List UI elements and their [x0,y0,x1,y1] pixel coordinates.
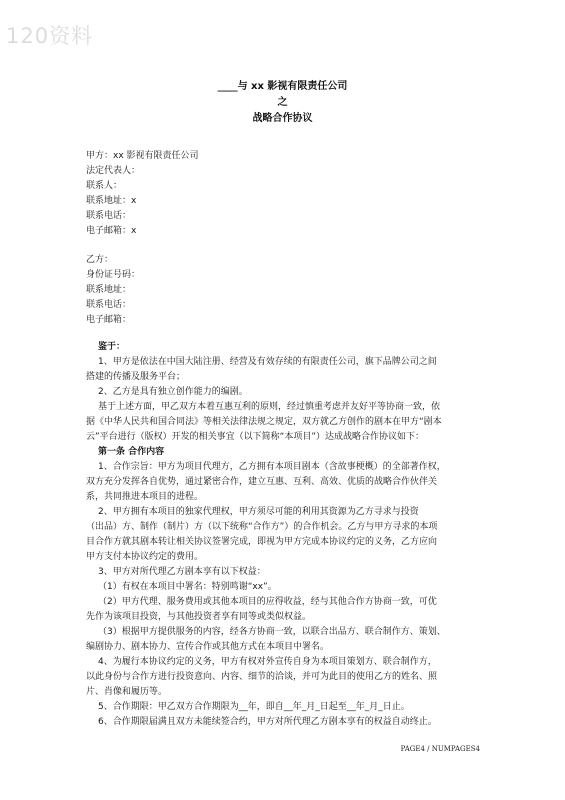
party-b-id: 身份证号码： [86,270,141,280]
recital-2: 2、乙方是具有独立创作能力的编剧。 [98,387,248,397]
preamble: 基于上述方面，甲乙双方本着互惠互利的原则，经过慎重考虑并友好平等协商一致，依 [98,402,441,412]
clause-2-cont-2: 目合作方就其剧本转让相关协议签署完成，即视为甲方完成本协议约定的义务，乙方应向 [86,537,438,547]
clause-5: 5、合作期限：甲乙双方合作期限为__年，即自__年_月_日起至__年_月_日止。 [98,702,410,712]
party-a-phone: 联系电话： [86,211,132,221]
whereas-heading: 鉴于： [98,342,126,352]
clause-3-item-2: （2）甲方代理、服务费用或其他本项目的应得收益，经与其他合作方协商一致，可优 [98,597,437,607]
clause-6: 6、合作期限届满且双方未能续签合约，甲方对所代理乙方剧本享有的权益自动终止。 [98,717,437,727]
clause-2-cont-1: （出品）方、制作（制片）方（以下统称“合作方”）的合作机会。乙方与甲方寻求的本项 [86,522,438,532]
clause-3-item-3: （3）根据甲方提供服务的内容，经各方协商一致，以联合出品方、联合制作方、策划、 [98,627,446,637]
clause-1: 1、合作宗旨：甲方为项目代理方，乙方拥有本项目剧本（含故事梗概）的全部著作权， [98,462,446,472]
clause-3: 3、甲方对所代理乙方剧本享有以下权益： [98,567,266,577]
clause-2: 2、甲方拥有本项目的独家代理权，甲方须尽可能的利用其资源为乙方寻求与投资 [98,507,419,517]
clause-4-cont-2: 片、肖像和履历等。 [86,687,168,697]
clause-4: 4、为履行本协议约定的义务，甲方有权对外宣传自身为本项目策划方、联合制作方， [98,657,437,667]
party-a-contact: 联系人： [86,181,123,191]
party-b-email: 电子邮箱： [86,315,132,325]
clause-2-cont-3: 甲方支付本协议约定的费用。 [86,552,204,562]
clause-3-item-2-cont: 先作为该项目投资，与其他投资者享有同等或类似权益。 [86,612,312,622]
party-a-representative: 法定代表人： [86,166,141,176]
clause-4-cont-1: 以此身份与合作方进行投资意向、内容、细节的洽谈，并可为此目的使用乙方的姓名、照 [86,672,438,682]
title-line-2: 之 [277,97,288,108]
party-b-address: 联系地址： [86,285,132,295]
title-line-1: ____与 xx 影视有限责任公司 [217,81,348,92]
party-a-address: 联系地址：x [86,196,137,206]
title-line-3: 战略合作协议 [252,113,313,124]
preamble-cont-1: 据《中华人民共和国合同法》等相关法律法规之规定，双方就乙方创作的剧本在甲方“剧本 [86,417,442,427]
party-a-email: 电子邮箱：x [86,226,137,236]
recital-1: 1、甲方是依法在中国大陆注册、经营及有效存续的有限责任公司，旗下品牌公司之间 [98,357,437,367]
clause-1-cont-1: 双方充分发挥各自优势，通过紧密合作，建立互惠、互利、高效、优质的战略合作伙伴关 [86,477,438,487]
recital-1-cont: 搭建的传播及服务平台； [86,372,186,382]
party-b-phone: 联系电话： [86,300,132,310]
article-1-heading: 第一条 合作内容 [98,447,165,457]
clause-3-item-3-cont: 编剧协力、剧本协力、宣传合作或其他方式在本项目中署名。 [86,642,330,652]
watermark-logo: 120资料 [6,24,94,48]
page-number: PAGE4 / NUMPAGES4 [400,745,480,753]
party-a-name: 甲方：xx 影视有限责任公司 [86,151,199,161]
preamble-cont-2: 云”平台进行（版权）开发的相关事宜（以下简称“本项目”）达成战略合作协议如下： [86,432,424,442]
party-b-name: 乙方： [86,255,114,265]
clause-1-cont-2: 系，共同推进本项目的进程。 [86,492,204,502]
clause-3-item-1: （1）有权在本项目中署名：特别鸣谢“xx”。 [98,582,277,592]
